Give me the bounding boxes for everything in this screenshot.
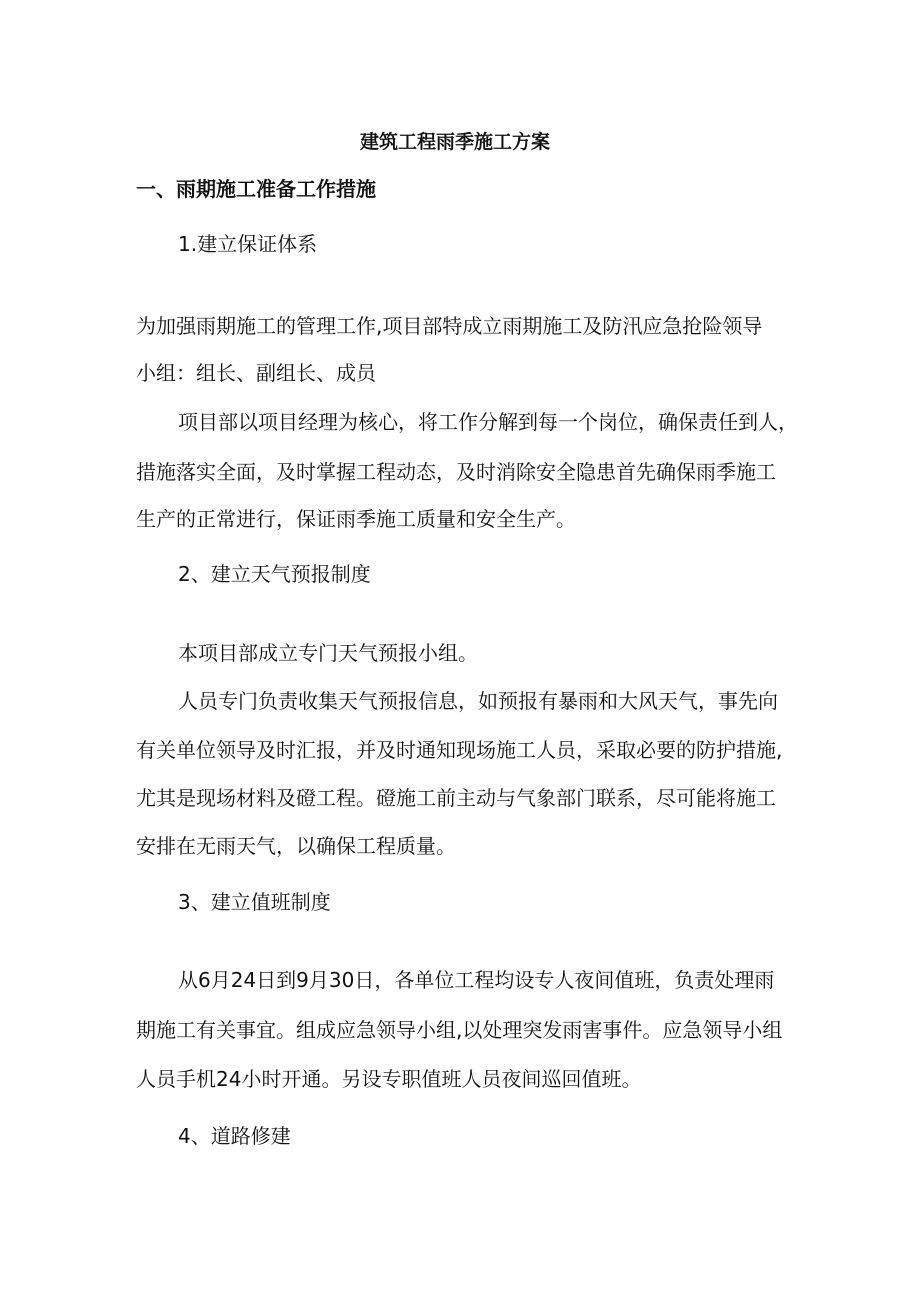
paragraph-line: 生产的正常进行，保证雨季施工质量和安全生产。: [136, 507, 576, 531]
paragraph-line: 有关单位领导及时汇报，并及时通知现场施工人员，采取必要的防护措施,: [136, 738, 783, 762]
paragraph-line: 尤其是现场材料及磴工程。磴施工前主动与气象部门联系，尽可能将施工: [136, 786, 776, 810]
paragraph-line: 从6月24日到9月30日，各单位工程均设专人夜间值班，负责处理雨: [178, 968, 775, 992]
paragraph-line: 期施工有关事宜。组成应急领导小组,以处理突发雨害事件。应急领导小组: [136, 1018, 783, 1042]
subsection-heading-3: 3、建立值班制度: [178, 890, 331, 914]
section-heading: 一、雨期施工准备工作措施: [136, 177, 376, 201]
paragraph-line: 措施落实全面，及时掌握工程动态，及时消除安全隐患首先确保雨季施工: [136, 460, 776, 484]
paragraph-line: 为加强雨期施工的管理工作,项目部特成立雨期施工及防汛应急抢险领导: [136, 314, 763, 338]
subsection-heading-1: 1.建立保证体系: [178, 232, 318, 256]
paragraph-line: 人员专门负责收集天气预报信息，如预报有暴雨和大风天气，事先向: [178, 689, 778, 713]
document-title: 建筑工程雨季施工方案: [360, 131, 551, 153]
paragraph-line: 人员手机24小时开通。另设专职值班人员夜间巡回值班。: [136, 1067, 642, 1091]
paragraph-line: 项目部以项目经理为核心，将工作分解到每一个岗位，确保责任到人，: [178, 410, 798, 434]
subsection-heading-4: 4、道路修建: [178, 1124, 291, 1148]
subsection-heading-2: 2、建立天气预报制度: [178, 562, 371, 586]
paragraph-line: 安排在无雨天气，以确保工程质量。: [136, 834, 456, 858]
paragraph-line: 本项目部成立专门天气预报小组。: [178, 641, 478, 665]
paragraph-line: 小组：组长、副组长、成员: [136, 361, 376, 385]
